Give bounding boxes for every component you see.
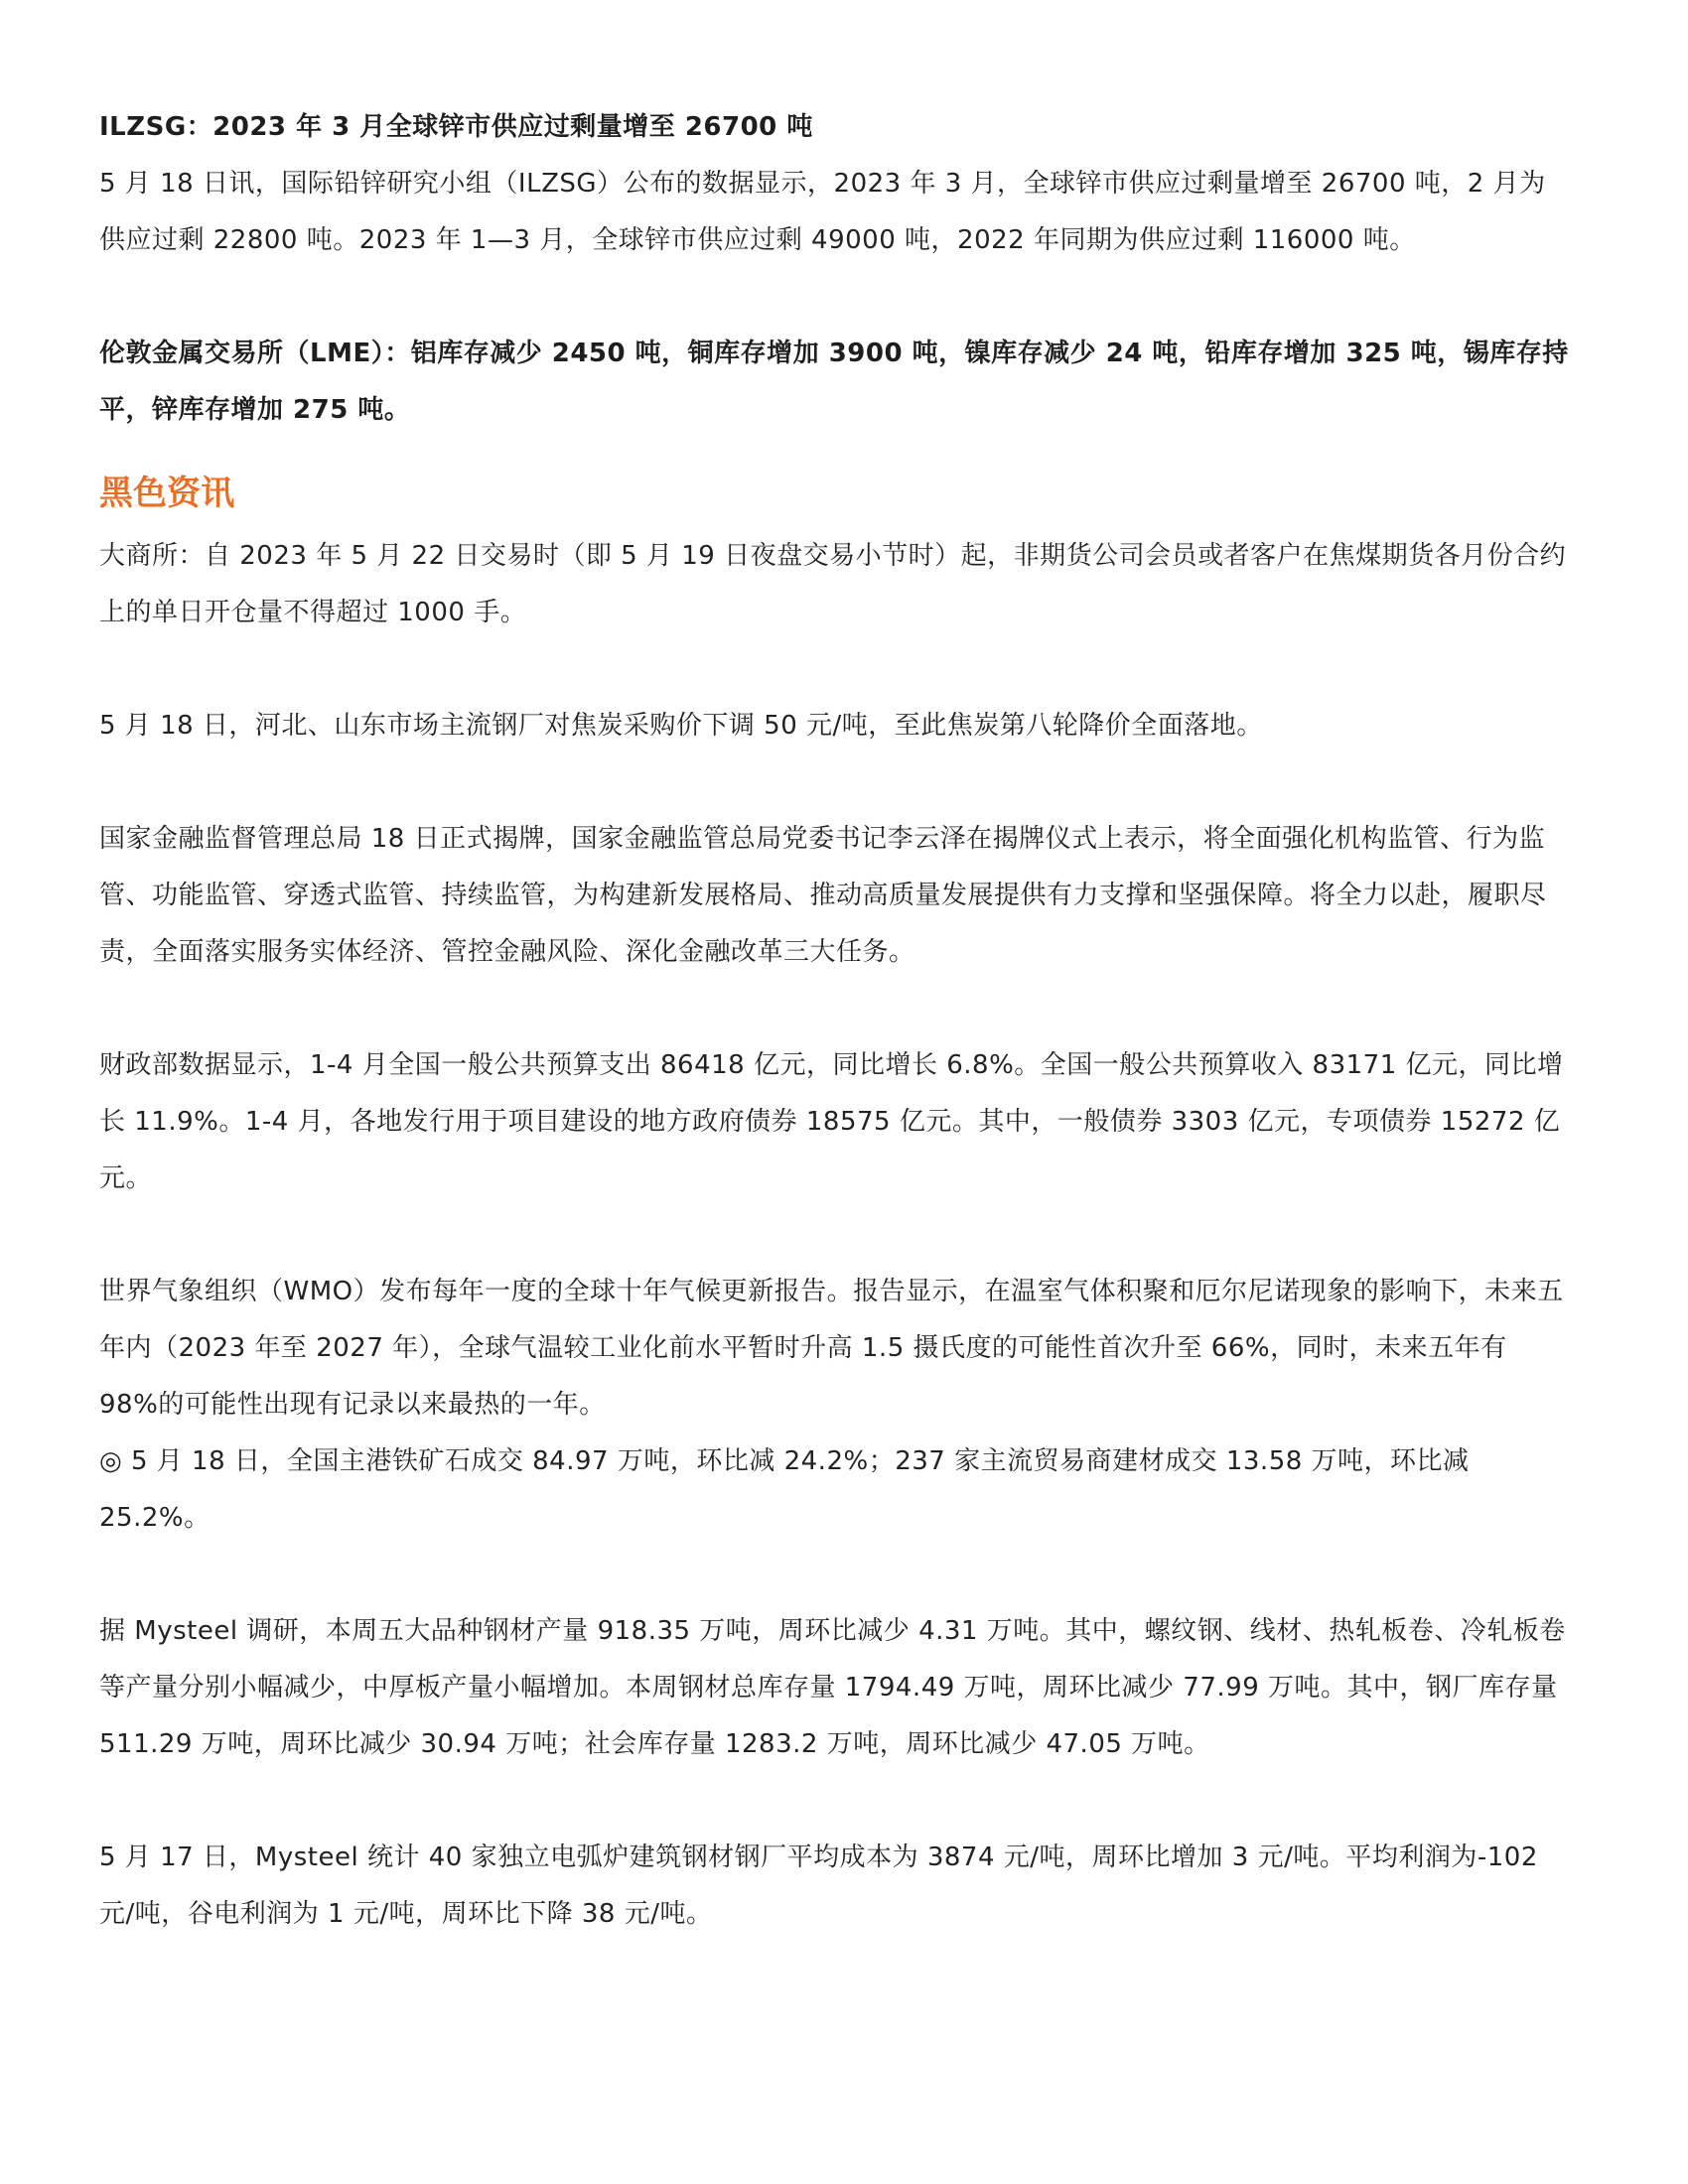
news-item-wmo-report: 世界气象组织（WMO）发布每年一度的全球十年气候更新报告。报告显示，在温室气体积聚和厄尔尼诺现象的影响下，未来五年内（2023 年至 2027 年），全球气温较工业化前水平暂时升高 1.5 摄氏度的可能性首次升至 66%，同时，未来五年有 98%的可能性出现有记录以来最热的一年。 (99, 1277, 1564, 1420)
section-heading-black-news: 黑色资讯 (99, 474, 234, 513)
news-item-iron-ore-trade: ◎ 5 月 18 日，全国主港铁矿石成交 84.97 万吨，环比减 24.2%；237 家主流贸易商建材成交 13.58 万吨，环比减 25.2%。 (99, 1446, 1470, 1533)
news-item-fiscal-data: 财政部数据显示，1-4 月全国一般公共预算支出 86418 亿元，同比增长 6.8%。全国一般公共预算收入 83171 亿元，同比增长 11.9%。1-4 月，各地发行用于项目建设的地方政府债券 18575 亿元。其中，一般债券 3303 亿元，专项债券 15272 亿元。 (99, 1050, 1564, 1193)
news-item-steel-output: 据 Mysteel 调研，本周五大品种钢材产量 918.35 万吨，周环比减少 4.31 万吨。其中，螺纹钢、线材、热轧板卷、冷轧板卷等产量分别小幅减少，中厚板产量小幅增加。本周钢材总库存量 1794.49 万吨，周环比减少 77.99 万吨。其中，钢厂库存量 511.29 万吨，周环比减少 30.94 万吨；社会库存量 1283.2 万吨，周环比减少 47.05 万吨。 (99, 1616, 1566, 1759)
news-item-eaf-cost: 5 月 17 日，Mysteel 统计 40 家独立电弧炉建筑钢材钢厂平均成本为 3874 元/吨，周环比增加 3 元/吨。平均利润为-102 元/吨，谷电利润为 1 元/吨，周环比下降 38 元/吨。 (99, 1843, 1538, 1929)
news-item-dce: 大商所：自 2023 年 5 月 22 日交易时（即 5 月 19 日夜盘交易小节时）起，非期货公司会员或者客户在焦煤期货各月份合约上的单日开仓量不得超过 1000 手。 (99, 541, 1567, 627)
document-page (99, 99, 1569, 1943)
ilzsg-paragraph: 5 月 18 日讯，国际铅锌研究小组（ILZSG）公布的数据显示，2023 年 3 月，全球锌市供应过剩量增至 26700 吨，2 月为供应过剩 22800 吨。2023 年 1—3 月，全球锌市供应过剩 49000 吨，2022 年同期为供应过剩 116000 吨。 (99, 169, 1546, 255)
lme-inventory-paragraph: 伦敦金属交易所（LME）：铝库存减少 2450 吨，铜库存增加 3900 吨，镍库存减少 24 吨，铅库存增加 325 吨，锡库存持平，锌库存增加 275 吨。 (99, 339, 1569, 425)
ilzsg-title: ILZSG：2023 年 3 月全球锌市供应过剩量增至 26700 吨 (99, 112, 813, 142)
news-item-financial-regulator: 国家金融监督管理总局 18 日正式揭牌，国家金融监管总局党委书记李云泽在揭牌仪式上表示，将全面强化机构监管、行为监管、功能监管、穿透式监管、持续监管，为构建新发展格局、推动高质量发展提供有力支撑和坚强保障。将全力以赴，履职尽责，全面落实服务实体经济、管控金融风险、深化金融改革三大任务。 (99, 824, 1547, 967)
news-item-coke-price: 5 月 18 日，河北、山东市场主流钢厂对焦炭采购价下调 50 元/吨，至此焦炭第八轮降价全面落地。 (99, 711, 1263, 741)
